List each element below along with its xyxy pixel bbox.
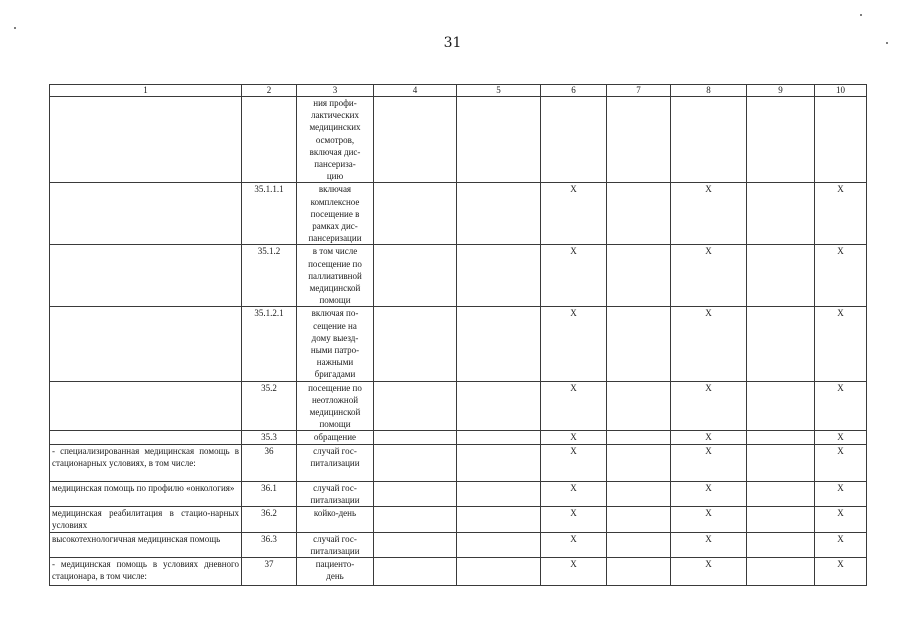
empty-cell	[457, 245, 541, 307]
row-code-text: 36.3	[261, 533, 277, 544]
mark-cell	[671, 183, 747, 245]
row-name-cell	[50, 97, 242, 183]
empty-cell	[747, 245, 815, 307]
mark-text: X	[837, 445, 844, 456]
row-name-cell	[50, 481, 242, 506]
mark-text: X	[570, 432, 577, 443]
mark-cell	[541, 532, 607, 557]
mark-text: X	[570, 445, 577, 456]
table-row	[50, 431, 867, 444]
row-unit-text: случай гос- питализации	[310, 445, 360, 468]
empty-cell	[607, 431, 671, 444]
row-code-cell	[242, 481, 297, 506]
row-code-text: 37	[264, 558, 274, 569]
table-row	[50, 97, 867, 183]
mark-cell	[815, 183, 867, 245]
mark-text: X	[570, 246, 577, 257]
mark-text: X	[837, 533, 844, 544]
empty-cell	[747, 431, 815, 444]
mark-text: X	[570, 508, 577, 519]
row-code-cell	[242, 557, 297, 585]
empty-cell	[457, 532, 541, 557]
mark-cell	[541, 481, 607, 506]
empty-cell	[374, 307, 457, 381]
row-unit-text: включая комплексное посещение в рамках дис- пансеризации	[308, 184, 362, 244]
mark-cell	[671, 481, 747, 506]
mark-cell	[541, 507, 607, 532]
empty-cell	[374, 444, 457, 481]
empty-cell	[747, 307, 815, 381]
mark-cell	[815, 444, 867, 481]
row-code-text: 35.1.2.1	[254, 308, 284, 319]
table-row	[50, 183, 867, 245]
scan-speck	[860, 14, 862, 16]
row-code-cell	[242, 307, 297, 381]
mark-cell	[815, 557, 867, 585]
mark-cell	[541, 307, 607, 381]
row-name-text: медицинская реабилитация в стацио-нарных условиях	[52, 508, 239, 531]
row-unit-text: койко-день	[313, 508, 357, 519]
mark-cell	[541, 183, 607, 245]
mark-cell	[541, 381, 607, 431]
row-name-text: - медицинская помощь в условиях дневного стационара, в том числе:	[52, 558, 239, 582]
page-number: 31	[443, 35, 462, 51]
table-row	[50, 507, 867, 532]
row-code-text: 35.2	[261, 382, 277, 393]
row-unit-cell	[297, 557, 374, 585]
empty-cell	[457, 381, 541, 431]
row-unit-text: случай гос- питализации	[310, 482, 360, 505]
empty-cell	[607, 183, 671, 245]
empty-cell	[457, 481, 541, 506]
row-unit-text: включая по- сещение на дому выезд- ными патро- нажными бригадами	[310, 308, 360, 380]
header-cell: 9	[747, 85, 815, 97]
row-code-text: 36	[264, 445, 274, 456]
row-name-cell	[50, 507, 242, 532]
empty-cell	[457, 444, 541, 481]
row-name-cell	[50, 381, 242, 431]
row-code-text: 35.3	[261, 432, 277, 443]
table-row	[50, 444, 867, 481]
mark-cell	[671, 245, 747, 307]
empty-cell	[457, 183, 541, 245]
mark-text: X	[705, 432, 712, 443]
empty-cell	[374, 532, 457, 557]
empty-cell	[607, 307, 671, 381]
mark-cell	[815, 532, 867, 557]
row-code-cell	[242, 431, 297, 444]
empty-cell	[747, 381, 815, 431]
row-code-text: 36.1	[261, 482, 277, 493]
row-name-cell	[50, 444, 242, 481]
row-name-text: - специализированная медицинская помощь в стационарных условиях, в том числе:	[52, 445, 239, 468]
table-row	[50, 481, 867, 506]
row-unit-cell	[297, 532, 374, 557]
empty-cell	[607, 444, 671, 481]
row-unit-cell	[297, 245, 374, 307]
empty-cell	[747, 444, 815, 481]
row-code-cell	[242, 444, 297, 481]
empty-cell	[457, 507, 541, 532]
mark-text: X	[570, 482, 577, 493]
row-code-cell	[242, 245, 297, 307]
empty-cell	[374, 431, 457, 444]
mark-text: X	[837, 308, 844, 319]
mark-cell	[541, 557, 607, 585]
mark-cell	[671, 507, 747, 532]
table-row	[50, 532, 867, 557]
empty-cell	[607, 532, 671, 557]
row-unit-cell	[297, 431, 374, 444]
mark-cell	[671, 381, 747, 431]
header-cell: 10	[815, 85, 867, 97]
mark-cell	[815, 507, 867, 532]
mark-text: X	[837, 508, 844, 519]
header-cell: 3	[297, 85, 374, 97]
mark-cell	[671, 431, 747, 444]
mark-text: X	[705, 445, 712, 456]
mark-cell	[671, 97, 747, 183]
header-cell: 2	[242, 85, 297, 97]
mark-cell	[815, 245, 867, 307]
empty-cell	[374, 183, 457, 245]
row-unit-text: пациенто- день	[315, 558, 355, 582]
row-name-text: медицинская помощь по профилю «онкология»	[52, 482, 235, 493]
mark-text: X	[837, 382, 844, 393]
row-unit-cell	[297, 307, 374, 381]
scan-speck	[886, 42, 888, 44]
empty-cell	[457, 307, 541, 381]
mark-cell	[541, 431, 607, 444]
empty-cell	[374, 97, 457, 183]
row-code-cell	[242, 97, 297, 183]
mark-cell	[671, 557, 747, 585]
mark-cell	[815, 97, 867, 183]
scan-speck	[14, 27, 16, 29]
empty-cell	[457, 431, 541, 444]
row-code-cell	[242, 183, 297, 245]
mark-cell	[815, 431, 867, 444]
mark-text: X	[705, 184, 712, 195]
header-cell: 4	[374, 85, 457, 97]
row-code-text: 35.1.2	[257, 246, 281, 257]
empty-cell	[747, 97, 815, 183]
mark-text: X	[705, 382, 712, 393]
row-unit-text: в том числе посещение по паллиативной медицинской помощи	[308, 246, 362, 306]
empty-cell	[374, 481, 457, 506]
row-unit-text: обращение	[313, 432, 357, 443]
row-unit-cell	[297, 97, 374, 183]
mark-cell	[541, 444, 607, 481]
empty-cell	[374, 557, 457, 585]
mark-text: X	[837, 482, 844, 493]
mark-text: X	[570, 308, 577, 319]
mark-cell	[815, 381, 867, 431]
header-row	[50, 85, 867, 97]
empty-cell	[747, 557, 815, 585]
header-cell: 7	[607, 85, 671, 97]
mark-text: X	[570, 184, 577, 195]
mark-text: X	[837, 432, 844, 443]
empty-cell	[747, 481, 815, 506]
row-name-cell	[50, 183, 242, 245]
mark-text: X	[705, 558, 712, 569]
mark-cell	[671, 444, 747, 481]
mark-text: X	[570, 382, 577, 393]
row-unit-cell	[297, 444, 374, 481]
row-unit-text: посещение по неотложной медицинской помощи	[308, 382, 362, 430]
table-row	[50, 557, 867, 585]
empty-cell	[607, 481, 671, 506]
empty-cell	[607, 97, 671, 183]
empty-cell	[607, 245, 671, 307]
empty-cell	[747, 532, 815, 557]
row-name-cell	[50, 557, 242, 585]
mark-text: X	[837, 184, 844, 195]
data-table	[49, 84, 867, 586]
row-code-cell	[242, 532, 297, 557]
mark-text: X	[570, 558, 577, 569]
table-row	[50, 381, 867, 431]
mark-cell	[671, 532, 747, 557]
header-cell: 5	[457, 85, 541, 97]
empty-cell	[457, 97, 541, 183]
empty-cell	[457, 557, 541, 585]
empty-cell	[747, 507, 815, 532]
mark-text: X	[705, 508, 712, 519]
mark-cell	[541, 245, 607, 307]
row-unit-text: случай гос- питализации	[310, 533, 360, 556]
row-name-cell	[50, 532, 242, 557]
header-cell: 1	[50, 85, 242, 97]
row-name-cell	[50, 245, 242, 307]
row-unit-cell	[297, 183, 374, 245]
row-unit-cell	[297, 481, 374, 506]
row-unit-cell	[297, 381, 374, 431]
mark-cell	[671, 307, 747, 381]
mark-cell	[815, 307, 867, 381]
row-name-cell	[50, 307, 242, 381]
header-cell: 8	[671, 85, 747, 97]
row-unit-cell	[297, 507, 374, 532]
empty-cell	[747, 183, 815, 245]
row-name-text: высокотехнологичная медицинская помощь	[52, 533, 221, 544]
empty-cell	[374, 507, 457, 532]
empty-cell	[374, 245, 457, 307]
mark-text: X	[837, 558, 844, 569]
row-name-cell	[50, 431, 242, 444]
row-code-cell	[242, 507, 297, 532]
empty-cell	[607, 557, 671, 585]
row-code-text: 36.2	[261, 508, 277, 519]
mark-text: X	[570, 533, 577, 544]
empty-cell	[607, 381, 671, 431]
table-row	[50, 307, 867, 381]
mark-cell	[815, 481, 867, 506]
empty-cell	[374, 381, 457, 431]
mark-cell	[541, 97, 607, 183]
row-unit-text: ния профи- лактических медицинских осмотров, включая дис- пансериза- цию	[309, 98, 361, 182]
mark-text: X	[705, 246, 712, 257]
empty-cell	[607, 507, 671, 532]
mark-text: X	[705, 533, 712, 544]
mark-text: X	[837, 246, 844, 257]
row-code-text: 35.1.1.1	[254, 184, 284, 195]
mark-text: X	[705, 308, 712, 319]
table-row	[50, 245, 867, 307]
mark-text: X	[705, 482, 712, 493]
row-code-cell	[242, 381, 297, 431]
header-cell: 6	[541, 85, 607, 97]
